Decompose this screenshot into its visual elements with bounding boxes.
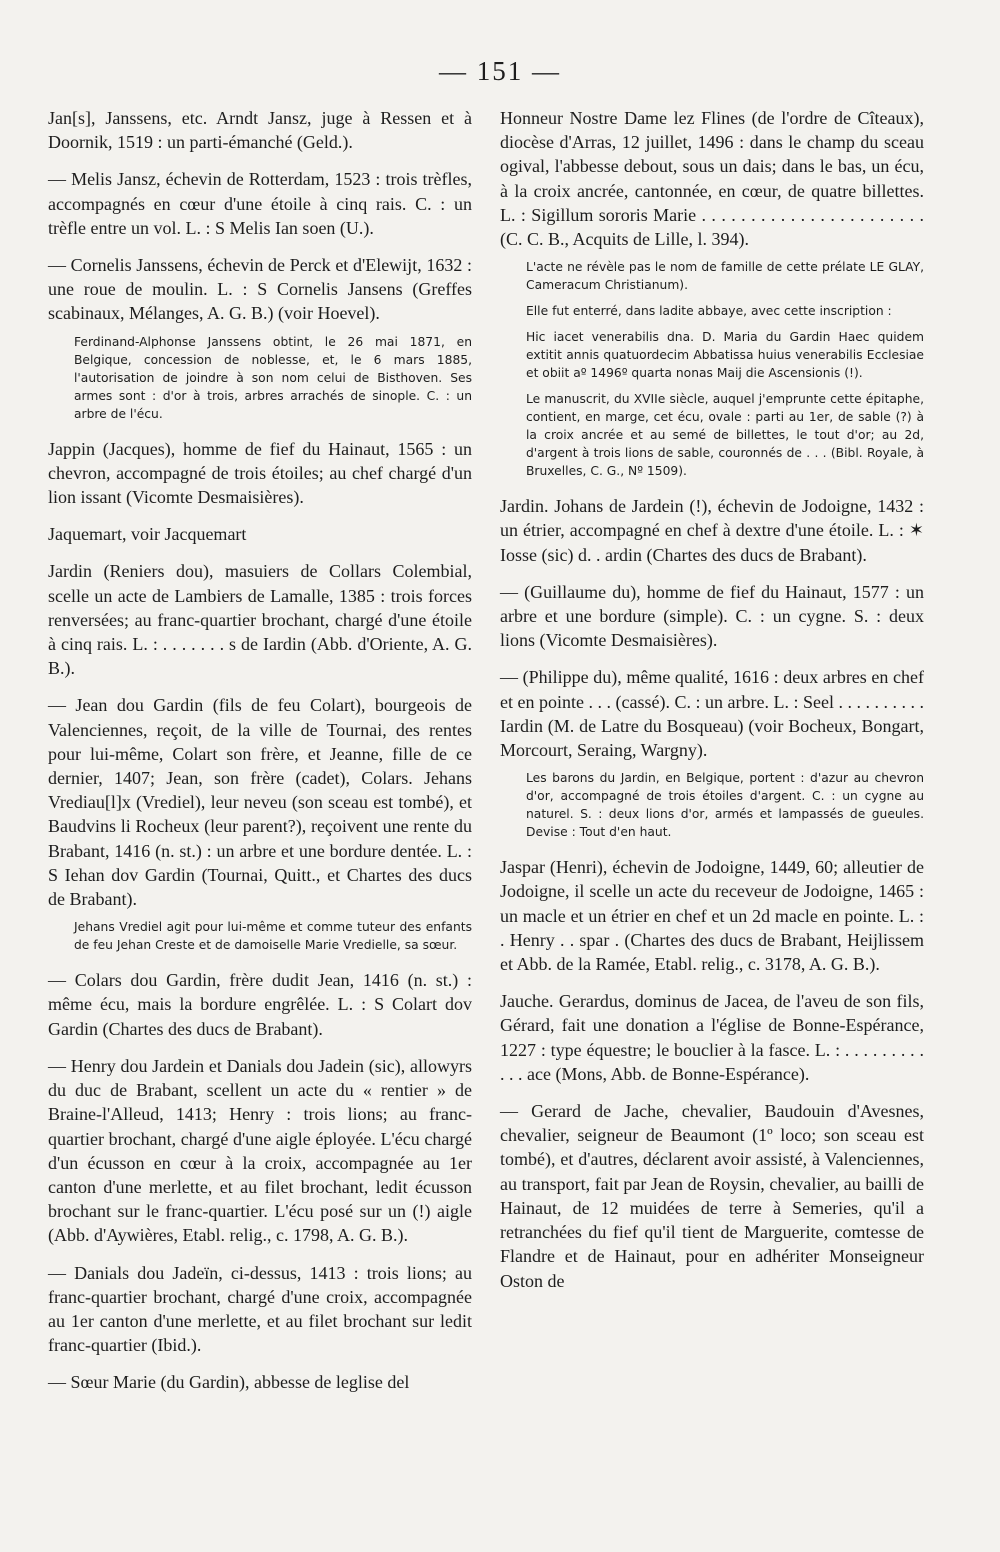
entry-paragraph: Jaspar (Henri), échevin de Jodoigne, 1449, 60; alleutier de Jodoigne, il scelle un acte du receveur de Jodoigne, 1465 : un macle et un étrier en chef et un 2d macle en pointe. L. : . Henry . . spar . (Chartes des ducs de Brabant, Heijlissem et Abb. de la Ramée, Etabl. relig., c. 3178, A. G. B.). bbox=[500, 857, 924, 975]
entry-paragraph: — (Philippe du), même qualité, 1616 : deux arbres en chef et en pointe . . . (cassé). C. : un arbre. L. : Seel . . . . . . . . . . Iardin (M. de Latre du Bosqueau) (voir Bocheux, Bongart, Morcourt, Seraing, Wargny). bbox=[500, 667, 924, 761]
entry-paragraph: Honneur Nostre Dame lez Flines (de l'ordre de Cîteaux), diocèse d'Arras, 12 juillet, 1496 : dans le champ du sceau ogival, l'abbesse debout, sous un dais; dans le bas, un écu, à la croix ancrée, cantonnée, en cœur, de quatre billettes. L. : Sigillum sororis Marie . . . . . . . . . . . . . . . . . . . . . . . (C. C. B., Acquits de Lille, l. 394). bbox=[500, 108, 924, 250]
right-column bbox=[500, 106, 924, 1306]
entry-paragraph: — Colars dou Gardin, frère dudit Jean, 1416 (n. st.) : même écu, mais la bordure engrêlée. L. : S Colart dov Gardin (Chartes des ducs de Brabant). bbox=[48, 970, 472, 1039]
entry-paragraph: — Gerard de Jache, chevalier, Baudouin d'Avesnes, chevalier, seigneur de Beaumont (1º loco; son sceau est tombé), et d'autres, déclarent avoir assisté, à Valenciennes, au transport, fait par Jean de Roysin, chevalier, au bailli de Hainaut, de 12 muidées de terre à Semeries, qu'il a retranchées du fief qu'il tient de Marguerite, comtesse de Flandre et de Hainaut, pour en adhériter Monseigneur Oston de bbox=[500, 1101, 924, 1291]
entry-paragraph: — Sœur Marie (du Gardin), abbesse de leglise del bbox=[48, 1372, 410, 1393]
page-number: — 151 — bbox=[439, 56, 561, 86]
entry-paragraph: Jauche. Gerardus, dominus de Jacea, de l'aveu de son fils, Gérard, fait une donation a l'église de Bonne-Espérance, 1227 : type équestre; le bouclier à la fasce. L. : . . . . . . . . . . . . ace (Mons, Abb. de Bonne-Espérance). bbox=[500, 991, 924, 1084]
entry-paragraph: — (Guillaume du), homme de fief du Hainaut, 1577 : un arbre et une bordure (simple). C. : un cygne. S. : deux lions (Vicomte Desmaisières). bbox=[500, 581, 924, 651]
entry-paragraph: Jappin (Jacques), homme de fief du Hainaut, 1565 : un chevron, accompagné de trois étoiles; au chef chargé d'un lion issant (Vicomte Desmaisières). bbox=[48, 438, 472, 508]
entry-paragraph: Jardin. Johans de Jardein (!), échevin de Jodoigne, 1432 : un étrier, accompagné en chef à dextre d'une étoile. L. : ✶ Iosse (sic) d. . ardin (Chartes des ducs de Brabant). bbox=[500, 496, 924, 565]
entry-paragraph: Jardin (Reniers dou), masuiers de Collars Colembial, scelle un acte de Lambiers de Lamalle, 1385 : trois forces renversées; au franc-quartier brochant, chargé d'une étoile à cinq rais. L. : . . . . . . . s de Iardin (Abb. d'Oriente, A. G. B.). bbox=[48, 561, 472, 679]
note-paragraph: Le manuscrit, du XVIIe siècle, auquel j'emprunte cette épitaphe, contient, en marge, cet écu, ovale : parti au 1er, de sable (?) à la croix ancrée et au semé de billettes, le tout d'or; au 2d, d'argent à trois lions de sable, couronnés de . . . (Bibl. Royale, à Bruxelles, C. G., Nº 1509). bbox=[526, 392, 924, 479]
entry-paragraph: — Melis Jansz, échevin de Rotterdam, 1523 : trois trèfles, accompagnés en cœur d'une étoile à cinq rais. C. : un trèfle entre un vol. L. : S Melis Ian soen (U.). bbox=[48, 169, 472, 238]
entry-paragraph: — Cornelis Janssens, échevin de Perck et d'Elewijt, 1632 : une roue de moulin. L. : S Cornelis Jansens (Greffes scabinaux, Mélanges, A. G. B.) (voir Hoevel). bbox=[48, 255, 472, 324]
entry-paragraph: Jan[s], Janssens, etc. Arndt Jansz, juge à Ressen et à Doornik, 1519 : un parti-émanché (Geld.). bbox=[48, 108, 472, 153]
note-paragraph: Les barons du Jardin, en Belgique, portent : d'azur au chevron d'or, accompagné de trois étoiles d'argent. C. : un cygne au naturel. S. : deux lions d'or, armés et lampassés de gueules. Devise : Tout d'en haut. bbox=[526, 771, 924, 840]
entry-paragraph: Jaquemart, voir Jacquemart bbox=[48, 524, 247, 545]
left-column bbox=[48, 106, 472, 1408]
note-paragraph: Ferdinand-Alphonse Janssens obtint, le 26 mai 1871, en Belgique, concession de noblesse, et, le 6 mars 1885, l'autorisation de joindre à son nom celui de Bisthoven. Ses armes sont : d'or à trois, arbres arrachés de sinople. C. : un arbre de l'écu. bbox=[74, 334, 472, 421]
note-paragraph: L'acte ne révèle pas le nom de famille de cette prélate LE GLAY, Cameracum Christianum). bbox=[526, 260, 924, 293]
entry-paragraph: — Henry dou Jardein et Danials dou Jadein (sic), allowyrs du duc de Brabant, scellent un acte du « rentier » de Braine-l'Alleud, 1413; Henry : trois lions; au franc-quartier brochant, chargé d'une aigle éployée. L'écu chargé d'un écusson en cœur à la croix, accompagnée au 1er canton d'une merlette, et au filet brochant, ledit écusson brochant sur le franc-quartier. L'écu posé sur un (!) aigle (Abb. d'Aywières, Etabl. relig., c. 1798, A. G. B.). bbox=[48, 1055, 472, 1246]
entry-paragraph: — Jean dou Gardin (fils de feu Colart), bourgeois de Valenciennes, reçoit, de la ville de Tournai, des rentes pour lui-même, Colart son frère, et Jeanne, fille de ce dernier, 1407; Jean, son frère (cadet), Colars. Jehans Vrediau[l]x (Vrediel), leur neveu (son sceau est tombé), et Baudvins li Rocheux (leur parent?), reçoivent une rente du Brabant, 1416 (n. st.) : un arbre et une bordure dentée. L. : S Iehan dov Gardin (Tournai, Quitt., et Chartes des ducs de Brabant). bbox=[48, 695, 472, 910]
note-paragraph: Elle fut enterré, dans ladite abbaye, avec cette inscription : bbox=[526, 304, 892, 319]
entry-paragraph: — Danials dou Jadeïn, ci-dessus, 1413 : trois lions; au franc-quartier brochant, chargé d'une croix, accompagnée au 1er canton d'une merlette, et au filet brochant sur ledit franc-quartier (Ibid.). bbox=[48, 1262, 472, 1356]
note-paragraph: Hic iacet venerabilis dna. D. Maria du Gardin Haec quidem extitit annis quatuordecim Abbatissa huius venerabilis Ecclesiae et obiit aº 1496º quarta nonas Maij die Ascensionis (!). bbox=[526, 330, 924, 381]
note-paragraph: Jehans Vrediel agit pour lui-même et comme tuteur des enfants de feu Jehan Creste et de damoiselle Marie Vredielle, sa sœur. bbox=[74, 920, 472, 953]
